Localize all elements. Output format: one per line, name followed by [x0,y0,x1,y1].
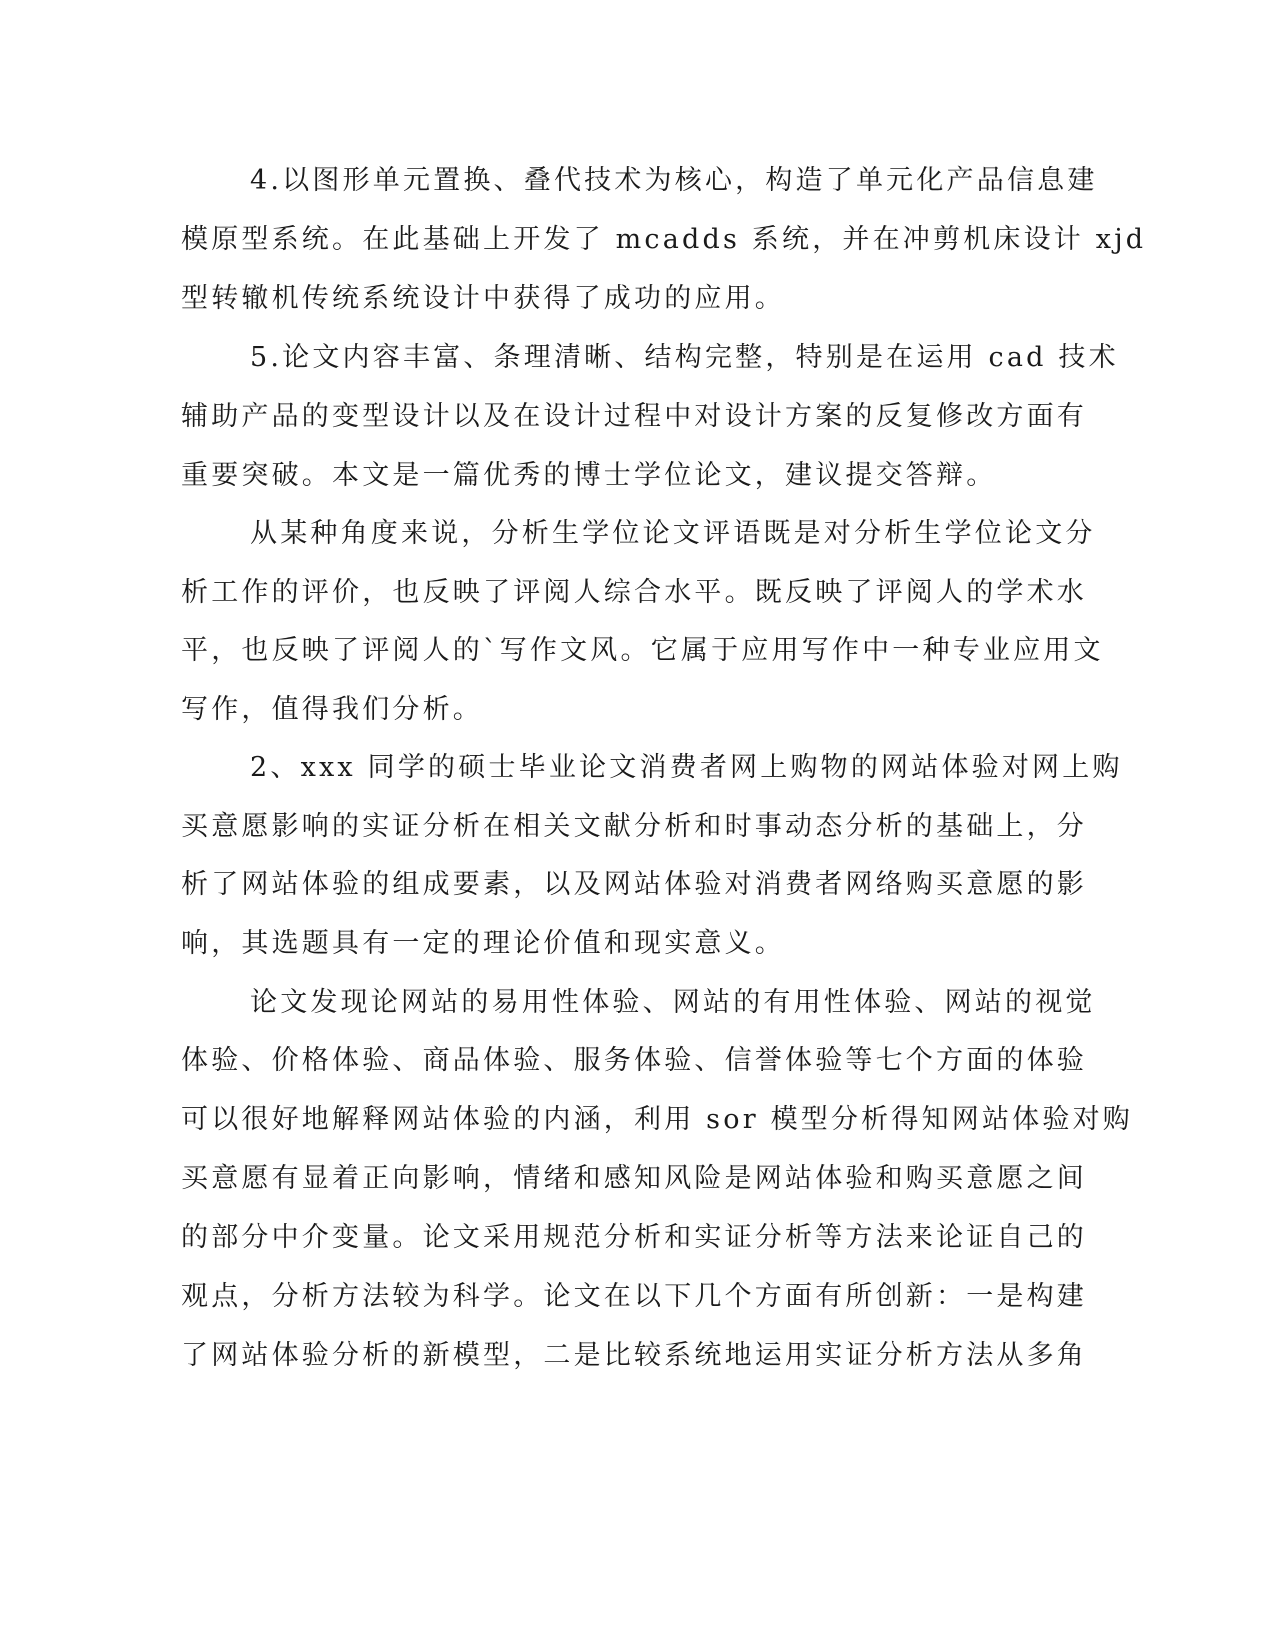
text-line: 了网站体验分析的新模型，二是比较系统地运用实证分析方法从多角 [181,1340,1087,1371]
text-line: 写作，值得我们分析。 [181,694,483,725]
text-line: 型转辙机传统系统设计中获得了成功的应用。 [181,283,785,314]
text-line: 5.论文内容丰富、条理清晰、结构完整，特别是在运用 cad 技术 [250,342,1119,373]
text-line: 响，其选题具有一定的理论价值和现实意义。 [181,928,785,959]
text-line: 体验、价格体验、商品体验、服务体验、信誉体验等七个方面的体验 [181,1045,1087,1076]
text-line: 的部分中介变量。论文采用规范分析和实证分析等方法来论证自己的 [181,1222,1087,1253]
text-line: 从某种角度来说，分析生学位论文评语既是对分析生学位论文分 [250,518,1096,549]
text-line: 买意愿影响的实证分析在相关文献分析和时事动态分析的基础上，分 [181,811,1087,842]
text-line: 4.以图形单元置换、叠代技术为核心，构造了单元化产品信息建 [250,165,1098,196]
text-line: 辅助产品的变型设计以及在设计过程中对设计方案的反复修改方面有 [181,401,1087,432]
text-line: 2、xxx 同学的硕士毕业论文消费者网上购物的网站体验对网上购 [250,752,1123,783]
text-line: 平，也反映了评阅人的`写作文风。它属于应用写作中一种专业应用文 [181,635,1104,666]
text-line: 析了网站体验的组成要素，以及网站体验对消费者网络购买意愿的影 [181,869,1087,900]
text-line: 模原型系统。在此基础上开发了 mcadds 系统，并在冲剪机床设计 xjd [181,224,1147,255]
text-line: 观点，分析方法较为科学。论文在以下几个方面有所创新：一是构建 [181,1281,1087,1312]
text-line: 重要突破。本文是一篇优秀的博士学位论文，建议提交答辩。 [181,460,997,491]
text-line: 可以很好地解释网站体验的内涵，利用 sor 模型分析得知网站体验对购 [181,1104,1133,1135]
text-line: 析工作的评价，也反映了评阅人综合水平。既反映了评阅人的学术水 [181,577,1087,608]
text-line: 论文发现论网站的易用性体验、网站的有用性体验、网站的视觉 [250,987,1096,1018]
text-line: 买意愿有显着正向影响，情绪和感知风险是网站体验和购买意愿之间 [181,1163,1087,1194]
